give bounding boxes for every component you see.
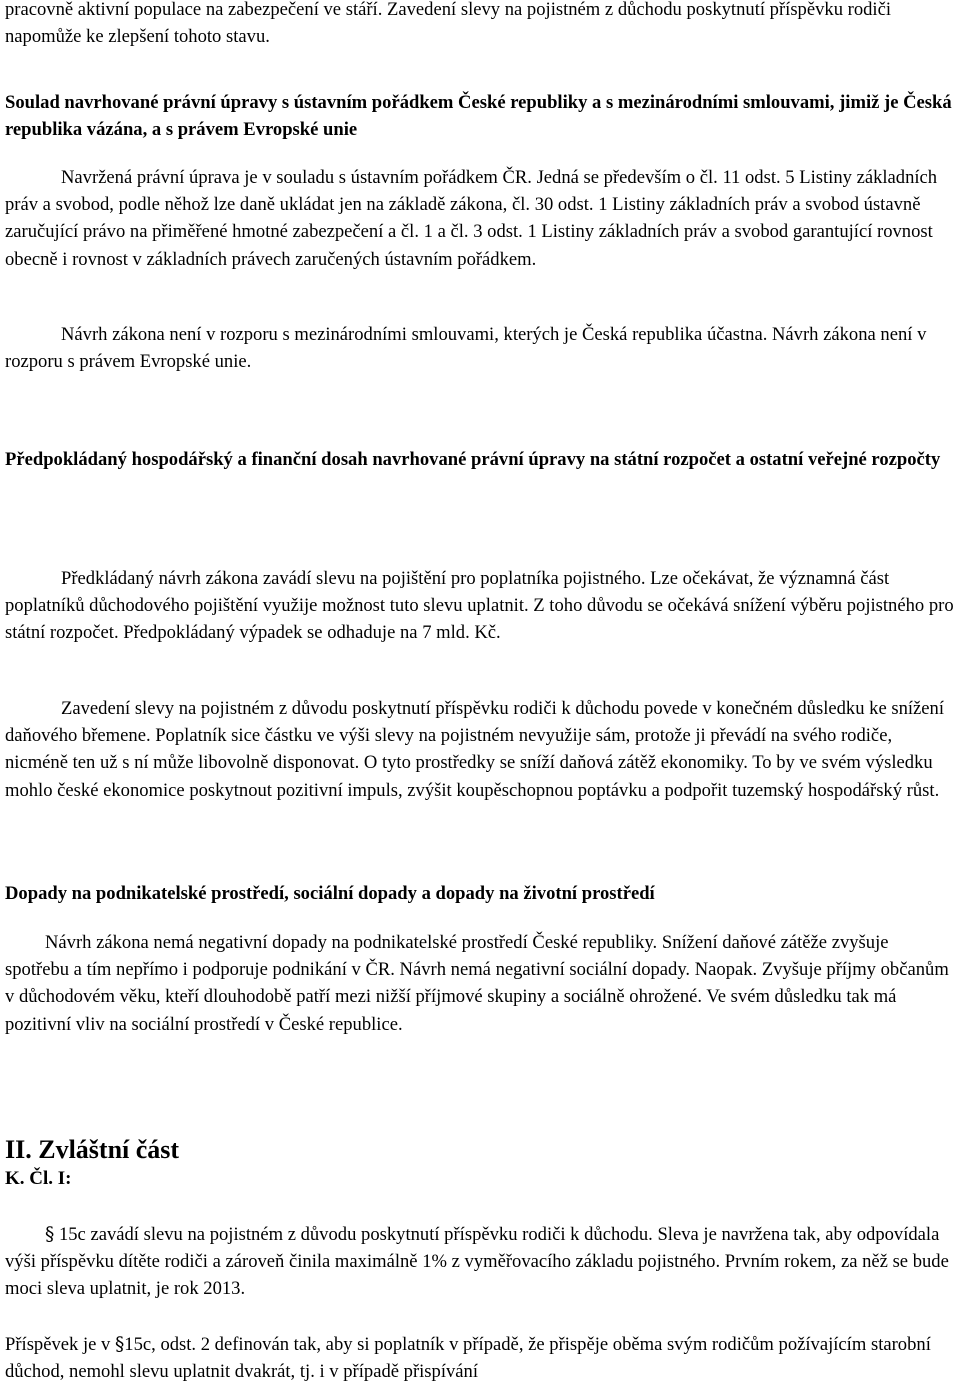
- paragraph-fiscal-1: Předkládaný návrh zákona zavádí slevu na pojištění pro poplatníka pojistného. Lze očekávat, že významná část poplatníků důchodového pojištění využije možnost tuto slevu uplatnit. Z toho důvodu se očekává snížení výběru pojistného pro státní rozpočet. Předpokládaný výpadek se odhaduje na 7 mld. Kč.: [5, 568, 954, 644]
- paragraph-article-15c-text: 15c zavádí slevu na pojistném z důvodu poskytnutí příspěvku rodiči k důchodu. Sleva je navržena tak, aby odpovídala výši příspěvku dítěte rodiči a zároveň činila maximálně 1% z vyměřovacího základu pojistného. Prvním rokem, za něž se bude moci sleva uplatnit, je rok 2013.: [5, 1224, 949, 1300]
- paragraph-contribution-text: 15c, odst. 2 definován tak, aby si poplatník v případě, že přispěje oběma svým rodičům požívajícím starobní důchod, nemohl slevu uplatnit dvakrát, tj. i v případě přispívání: [5, 1334, 931, 1383]
- heading-special-part: II. Zvláštní část: [5, 1135, 180, 1164]
- section-symbol: §: [45, 1224, 55, 1245]
- paragraph-fiscal-2: Zavedení slevy na pojistném z důvodu poskytnutí příspěvku rodiči k důchodu povede v konečném důsledku ke snížení daňového břemene. Poplatník sice částku ve výši slevy na pojistném nevyužije sám, protože ji převádí na svého rodiče, nicméně ten už s ní může libovolně disponovat. O tyto prostředky se sníží daňová zátěž ekonomiky. To by ve svém výsledku mohlo české ekonomice poskytnout pozitivní impuls, zvýšit koupěschopnou poptávku a podpořit tuzemský hospodářský růst.: [5, 698, 945, 801]
- paragraph-impacts: Návrh zákona nemá negativní dopady na podnikatelské prostředí České republiky. Snížení daňové zátěže zvyšuje spotřebu a tím nepřímo i podporuje podnikání v ČR. Návrh nemá negativní sociální dopady. Naopak. Zvyšuje příjmy občanům v důchodovém věku, kteří dlouhodobě patří mezi nižší příjmové skupiny a sociálně ohrožené. Ve svém důsledku tak má pozitivní vliv na sociální prostředí v České republice.: [5, 932, 949, 1035]
- paragraph-article-15c: [5, 1221, 955, 1303]
- heading-fiscal-impact: Předpokládaný hospodářský a finanční dosah navrhované právní úpravy na státní rozpočet a ostatní veřejné rozpočty: [5, 449, 941, 470]
- paragraph-international: Návrh zákona není v rozporu s mezinárodními smlouvami, kterých je Česká republika účastna. Návrh zákona není v rozporu s právem Evropské unie.: [5, 324, 927, 373]
- paragraph-intro: pracovně aktivní populace na zabezpečení ve stáří. Zavedení slevy na pojistném z důchodu poskytnutí příspěvku rodiči napomůže ke zlepšení tohoto stavu.: [5, 0, 892, 48]
- paragraph-constitutional: Navržená právní úprava je v souladu s ústavním pořádkem ČR. Jedná se především o čl. 11 odst. 5 Listiny základních práv a svobod, podle něhož lze daně ukládat jen na základě zákona, čl. 30 odst. 1 Listiny základních práv a svobod ústavně zaručující právo na přiměřené hmotné zabezpečení a čl. 1 a čl. 3 odst. 1 Listiny základních práv a svobod garantující rovnost obecně i rovnost v základních právech zaručených ústavním pořádkem.: [5, 167, 938, 270]
- heading-article-i: K. Čl. I:: [5, 1168, 72, 1189]
- paragraph-contribution-lead: Příspěvek je v: [5, 1334, 115, 1355]
- paragraph-contribution: [5, 1331, 955, 1385]
- heading-constitutional-compliance: Soulad navrhované právní úpravy s ústavním pořádkem České republiky a s mezinárodními smlouvami, jimiž je Česká republika vázána, a s právem Evropské unie: [5, 92, 952, 141]
- section-symbol: §: [115, 1334, 125, 1355]
- heading-impacts: Dopady na podnikatelské prostředí, sociální dopady a dopady na životní prostředí: [5, 883, 655, 904]
